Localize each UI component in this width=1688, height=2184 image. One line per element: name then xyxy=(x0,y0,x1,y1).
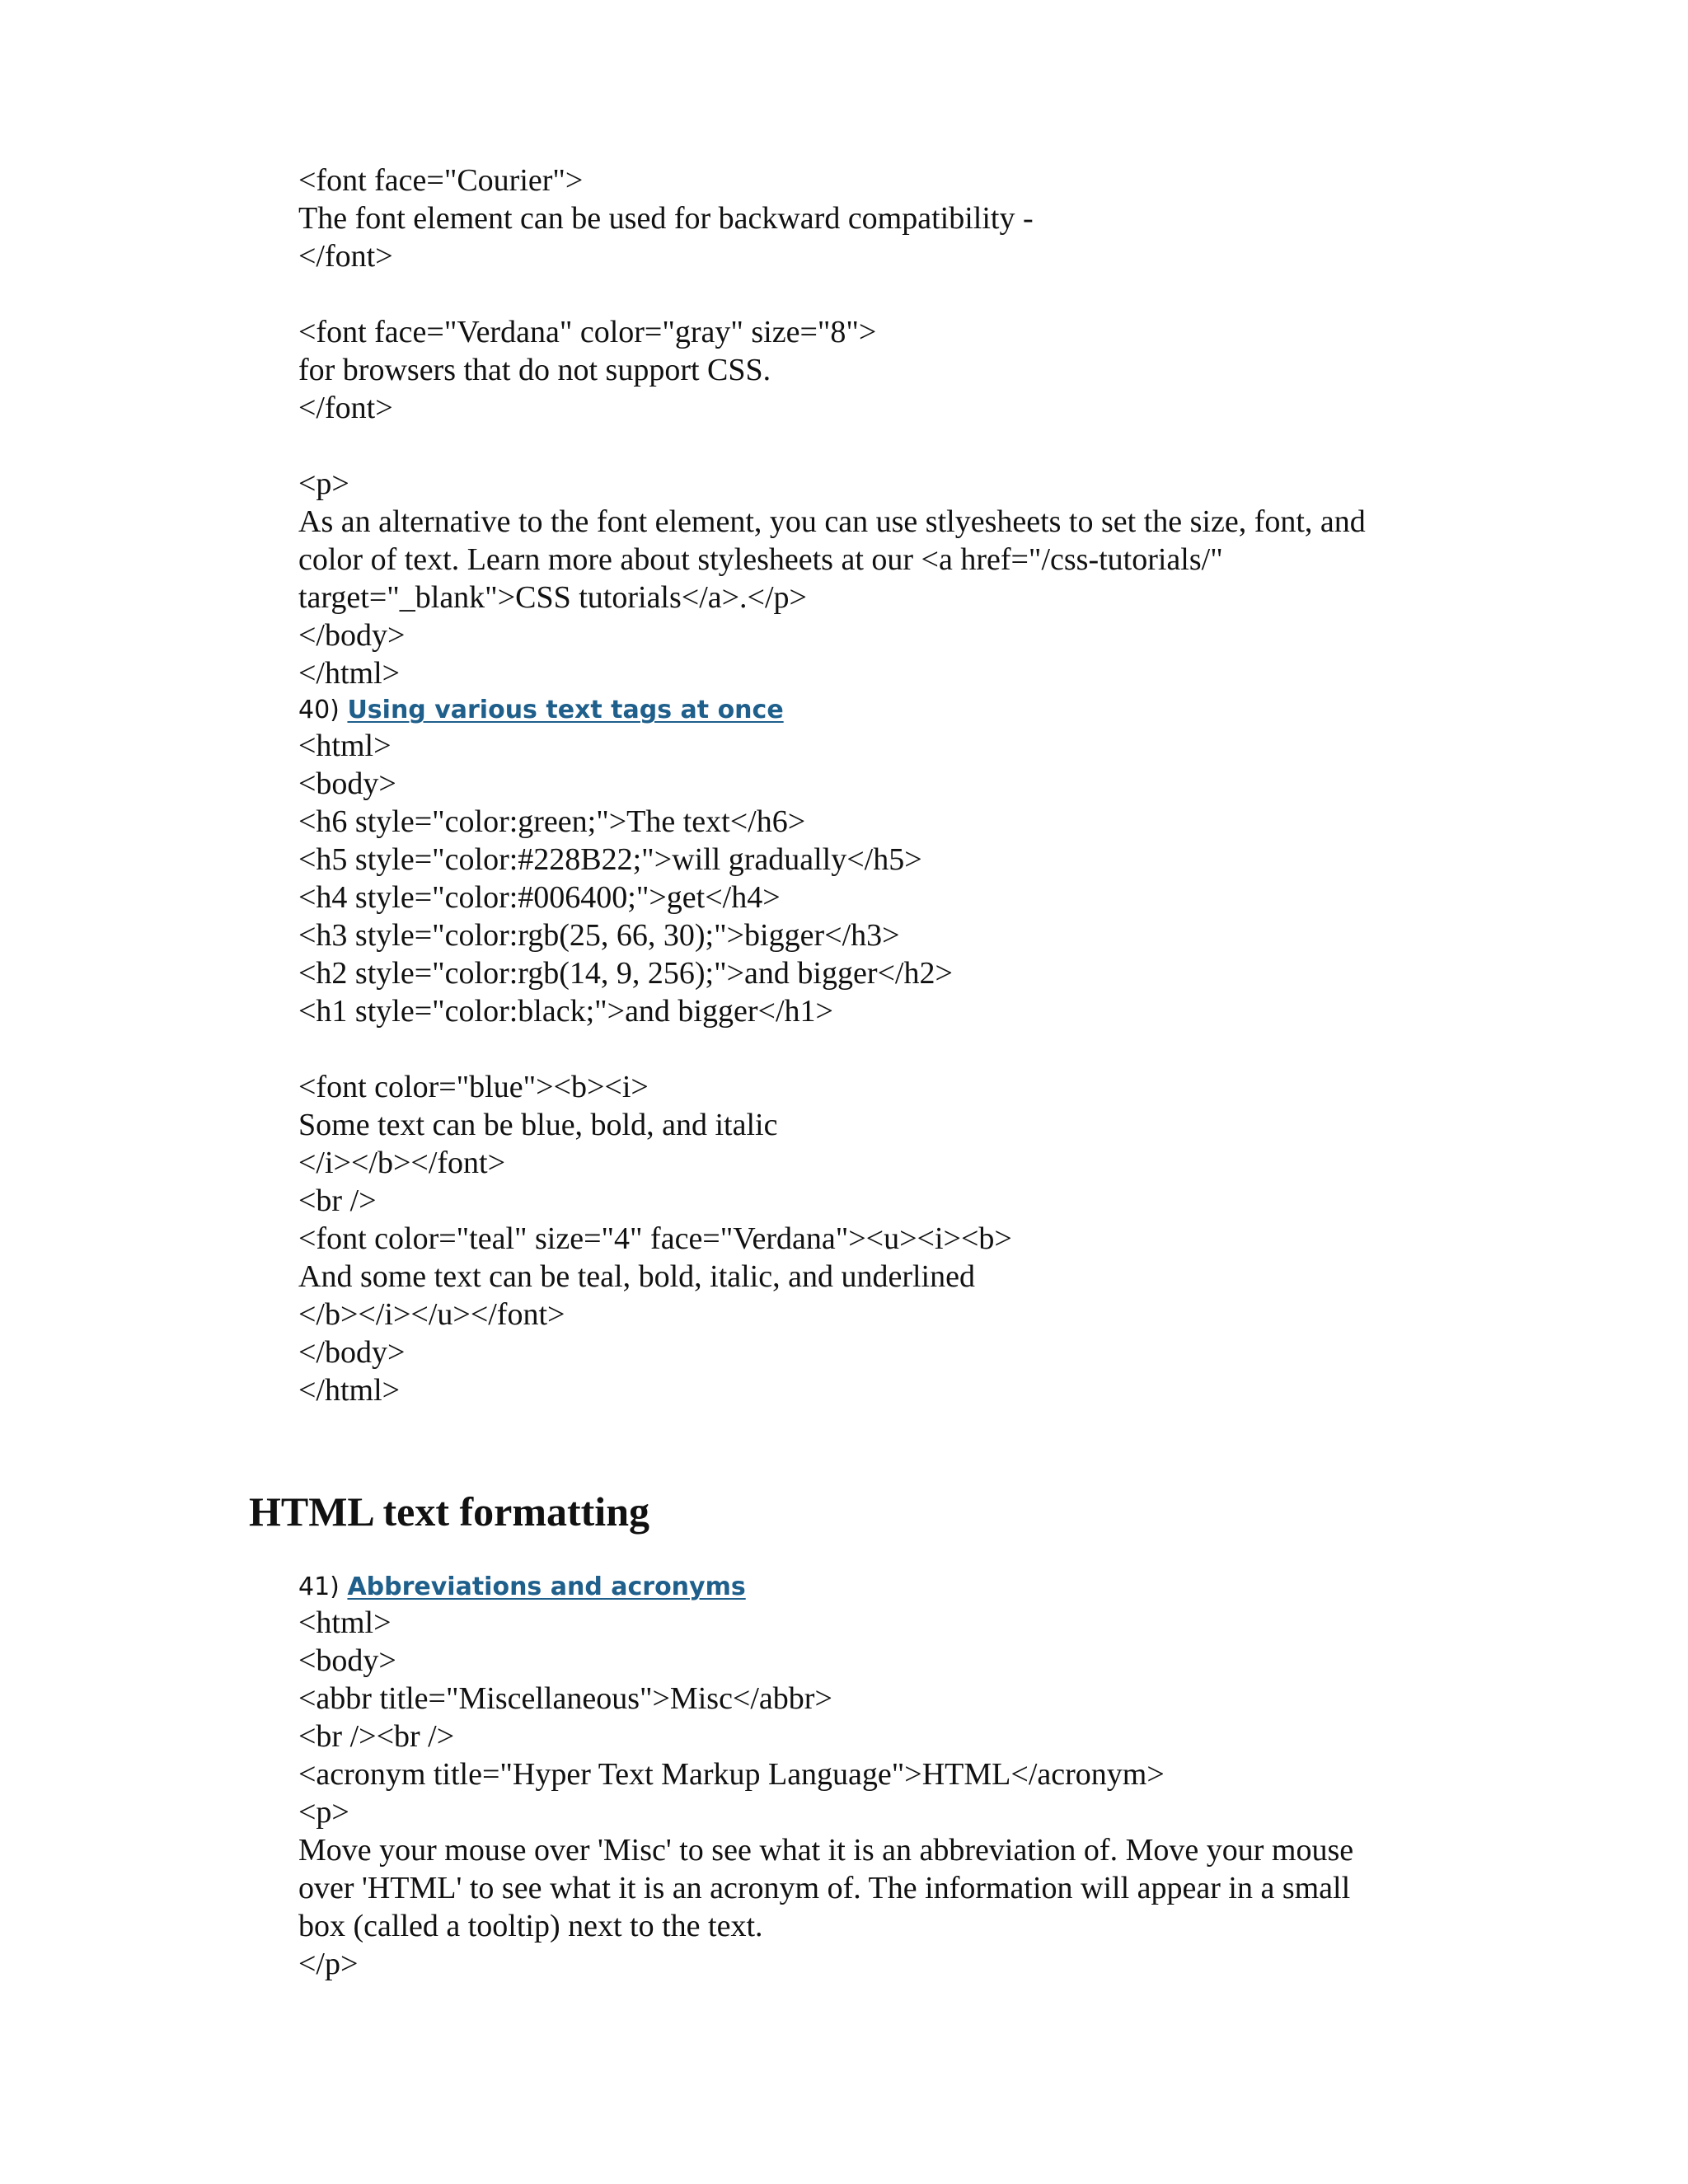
code-line: <h3 style="color:rgb(25, 66, 30);">bigger</h3> xyxy=(298,918,900,953)
code-line: </b></i></u></font> xyxy=(298,1297,565,1332)
code-line: <font face="Verdana" color="gray" size="8"> xyxy=(298,315,877,349)
code-line: color of text. Learn more about stylesheets at our <a href="/css-tutorials/" xyxy=(298,542,1223,577)
code-line: <br /> xyxy=(298,1183,377,1218)
code-line: over 'HTML' to see what it is an acronym of. The information will appear in a small xyxy=(298,1871,1351,1905)
code-line: </font> xyxy=(298,391,393,425)
code-line: <h5 style="color:#228B22;">will gradually</h5> xyxy=(298,842,922,877)
code-line: </html> xyxy=(298,1373,401,1408)
code-line: <html> xyxy=(298,729,392,763)
code-line: target="_blank">CSS tutorials</a>.</p> xyxy=(298,580,807,615)
code-line: </body> xyxy=(298,618,406,653)
code-line: <abbr title="Miscellaneous">Misc</abbr> xyxy=(298,1681,832,1716)
code-line: <br /><br /> xyxy=(298,1719,455,1754)
code-line: <body> xyxy=(298,766,396,801)
code-line: <h4 style="color:#006400;">get</h4> xyxy=(298,880,781,915)
code-line: <font color="blue"><b><i> xyxy=(298,1070,649,1104)
example-number: 41) xyxy=(298,1572,340,1601)
code-line: And some text can be teal, bold, italic, and underlined xyxy=(298,1259,975,1294)
code-line: <html> xyxy=(298,1605,392,1640)
example-41-link[interactable]: Abbreviations and acronyms xyxy=(347,1572,746,1601)
code-line: </html> xyxy=(298,656,401,691)
example-41-header xyxy=(298,1571,746,1604)
code-line: <font face="Courier"> xyxy=(298,163,584,198)
code-line: <h1 style="color:black;">and bigger</h1> xyxy=(298,994,833,1029)
example-number: 40) xyxy=(298,696,340,724)
example-40-header xyxy=(298,694,784,727)
code-line: </body> xyxy=(298,1335,406,1370)
code-line: <h6 style="color:green;">The text</h6> xyxy=(298,804,806,839)
code-line: As an alternative to the font element, you can use stlyesheets to set the size, font, and xyxy=(298,504,1366,539)
code-line: <p> xyxy=(298,466,349,501)
code-line: box (called a tooltip) next to the text. xyxy=(298,1909,763,1943)
code-line: <font color="teal" size="4" face="Verdana"><u><i><b> xyxy=(298,1221,1012,1256)
code-line: Some text can be blue, bold, and italic xyxy=(298,1108,778,1142)
code-line: <h2 style="color:rgb(14, 9, 256);">and bigger</h2> xyxy=(298,956,953,991)
code-line: The font element can be used for backward compatibility - xyxy=(298,201,1034,236)
code-line: for browsers that do not support CSS. xyxy=(298,353,771,387)
code-line: <p> xyxy=(298,1795,349,1830)
code-line: Move your mouse over 'Misc' to see what it is an abbreviation of. Move your mouse xyxy=(298,1833,1354,1868)
example-40-link[interactable]: Using various text tags at once xyxy=(347,696,784,724)
code-line: </font> xyxy=(298,239,393,274)
code-line: <body> xyxy=(298,1643,396,1678)
code-line: </i></b></font> xyxy=(298,1146,506,1180)
section-heading: HTML text formatting xyxy=(249,1488,650,1535)
code-line: </p> xyxy=(298,1947,359,1981)
code-line: <acronym title="Hyper Text Markup Language">HTML</acronym> xyxy=(298,1757,1165,1792)
